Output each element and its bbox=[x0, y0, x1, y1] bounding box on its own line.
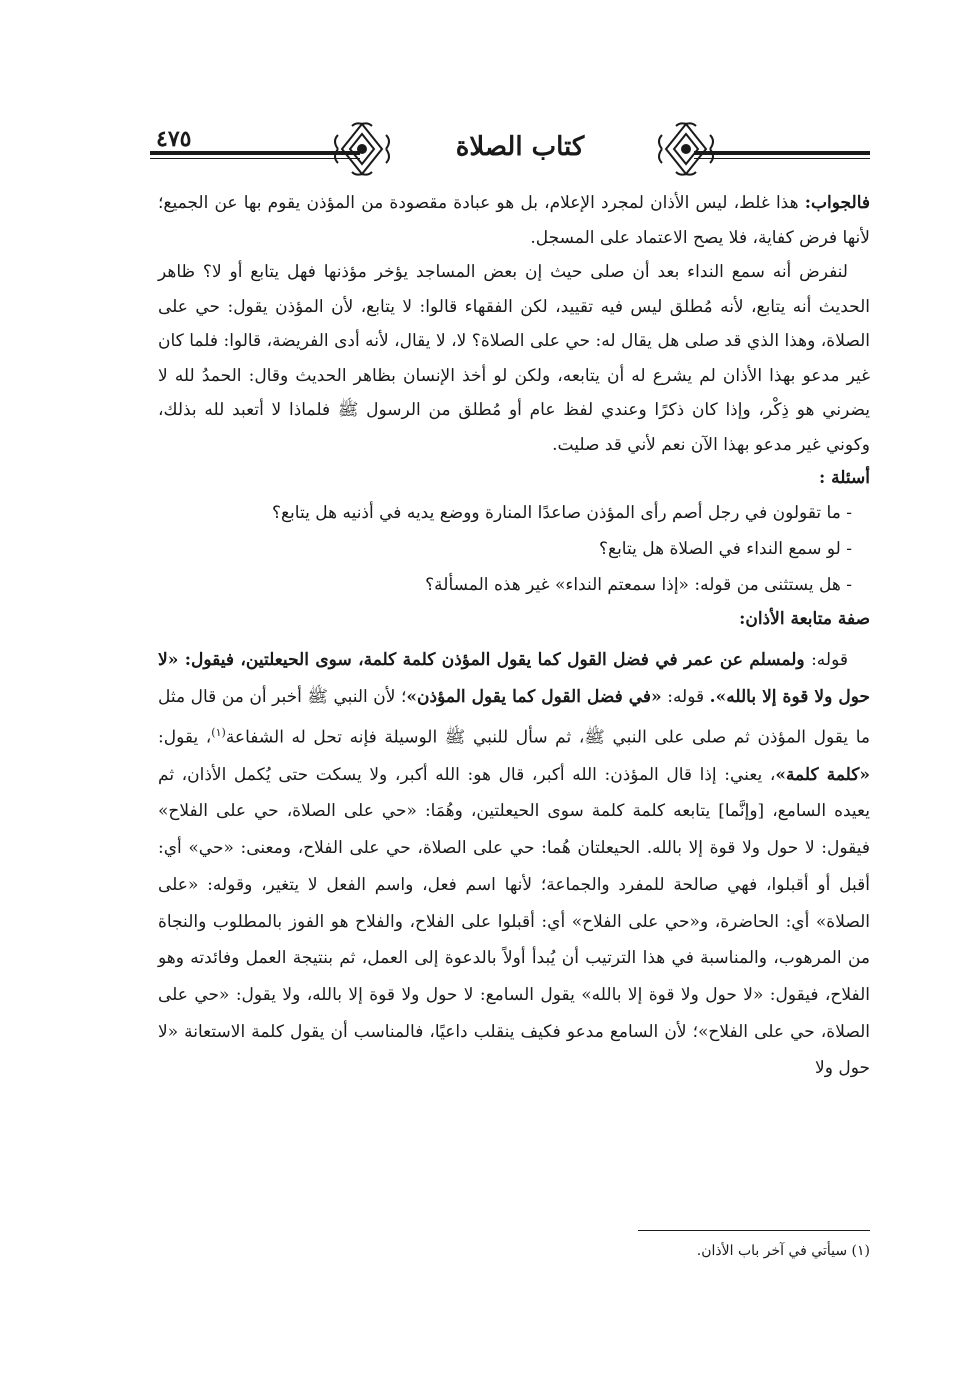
quoted-phrase-2: «كلمة كلمة» bbox=[775, 764, 871, 785]
section-text-2: ؛ لأن النبي ﷺ أخبر أن من قال مثل ما يقول المؤذن ثم صلى على النبي ﷺ، ثم سأل للنبي ﷺ الوسيلة فإنه تحل له الشفاعة bbox=[158, 686, 870, 749]
header-rule-left-thin bbox=[150, 158, 360, 159]
page-content bbox=[158, 186, 870, 1087]
footnote: (١) سيأتي في آخر باب الأذان. bbox=[696, 1243, 870, 1259]
ornament-right-icon bbox=[654, 120, 718, 178]
section-text-1: قوله: bbox=[661, 686, 710, 707]
questions-list bbox=[158, 495, 870, 603]
section-title: كتاب الصلاة bbox=[455, 132, 585, 162]
hadith-text: ولمسلم عن عمر في فضل القول كما يقول المؤذن كلمة كلمة، سوى الحيعلتين، فيقول: «لا حول ولا قوة إلا بالله». bbox=[158, 650, 870, 707]
page-number: ٤٧٥ bbox=[156, 126, 192, 152]
answer-text: هذا غلط، ليس الأذان لمجرد الإعلام، بل هو عبادة مقصودة من المؤذن يقوم بها عن الجميع؛ لأنها فرض كفاية، فلا يصح الاعتماد على المسجل. bbox=[158, 193, 870, 248]
intro-label: قوله: bbox=[811, 650, 848, 670]
page-header bbox=[150, 118, 870, 178]
ornament-left-icon bbox=[330, 120, 394, 178]
question-item: - هل يستثنى من قوله: «إذا سمعتم النداء» غير هذه المسألة؟ bbox=[425, 575, 852, 595]
section-text-4: ، يعني: إذا قال المؤذن: الله أكبر، قال هو: الله أكبر، ولا يسكت حتى يُكمل الأذان، ثم يعيده السامع، [وإنَّما] يتابعه كلمة كلمة سوى الحيعلتين، وهُمَا: «حي على الصلاة، حي على الفلاح» فيقول: لا حول ولا قوة إلا بالله. الحيعلتان هُما: حي على الصلاة، حي على الفلاح، ومعنى: «حي» أي: أقبل أو أقبلوا، فهي صالحة للمفرد والجماعة؛ لأنها اسم فعل، واسم الفعل لا يتغير، وقوله: «على الصلاة» أي: الحاضرة، و«حي على الفلاح» أي: أقبلوا على الفلاح، والفلاح هو الفوز بالمطلوب والنجاة من المرهوب، والمناسبة في هذا الترتيب أن يُبدأ أولاً بالدعوة إلى العمل، ثم بنتيجة العمل وفائدته وهو الفلاح، فيقول: «لا حول ولا قوة إلا بالله» يقول السامع: لا حول ولا قوة إلا بالله، ولا يقول: «حي على الصلاة، حي على الفلاح»؛ لأن السامع مدعو فكيف ينقلب داعيًا، فالمناسب أن يقول كلمة الاستعانة «لا حول ولا bbox=[158, 764, 870, 1079]
header-rule-right bbox=[694, 151, 870, 155]
answer-label: فالجواب: bbox=[804, 193, 870, 213]
footnote-divider bbox=[638, 1230, 870, 1231]
question-item: - ما تقولون في رجل أصم رأى المؤذن صاعدًا المنارة ووضع يديه في أذنيه هل يتابع؟ bbox=[271, 503, 852, 523]
questions-heading: أسئلة : bbox=[818, 468, 870, 488]
answer-paragraph bbox=[158, 186, 870, 255]
header-rule-right-thin bbox=[694, 158, 870, 159]
question-item: - لو سمع النداء في الصلاة هل يتابع؟ bbox=[599, 539, 852, 559]
quoted-phrase-1: «في فضل القول كما يقول المؤذن» bbox=[406, 686, 662, 707]
section-heading: صفة متابعة الأذان: bbox=[739, 609, 870, 629]
section-paragraph bbox=[158, 642, 870, 1087]
paragraph-followup: لنفرض أنه سمع النداء بعد أن صلى حيث إن بعض المساجد يؤخر مؤذنها فهل يتابع أو لا؟ ظاهر الحديث أنه يتابع، لأنه مُطلق ليس فيه تقييد، لكن الفقهاء قالوا: لا يتابع، لأن المؤذن يقول: حي على الصلاة، وهذا الذي قد صلى هل يقال له: حي على الصلاة؟ لا، لا يقال، لأنه أدى الفريضة، قالوا: فلما كان غير مدعو بهذا الأذان لم يشرع له أن يتابعه، ولكن لو أخذ الإنسان بظاهر الحديث وقال: الحمدُ لله لا يضرني هو ذِكْر، وإذا كان ذكرًا وعندي لفظ عام أو مُطلق من الرسول ﷺ فلماذا لا أتعبد لله بذلك، وكوني غير مدعو بهذا الآن نعم لأني قد صليت. bbox=[158, 262, 870, 455]
section-text-3: ، يقول: bbox=[158, 728, 212, 749]
footnote-reference[interactable]: (١) bbox=[211, 726, 226, 740]
